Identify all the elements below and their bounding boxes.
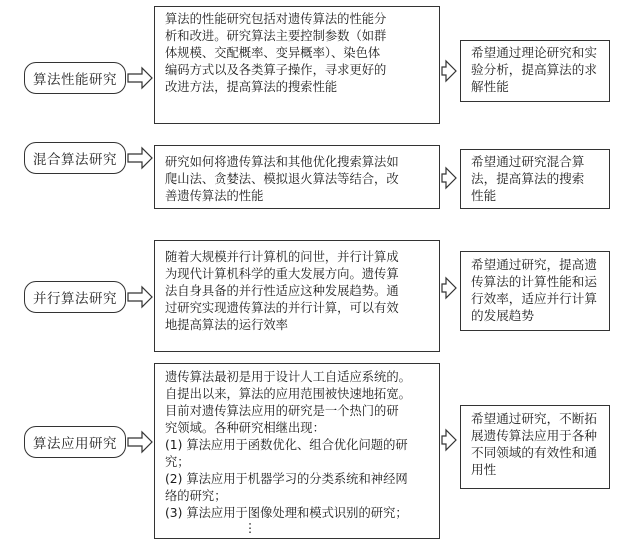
topic-label: 算法应用研究: [33, 436, 117, 452]
arrow-right-icon: [442, 61, 456, 81]
goal-line: 行效率，适应并行计算: [471, 291, 597, 306]
goal-line: 性能: [471, 188, 497, 203]
content-line: (3) 算法应用于图像处理和模式识别的研究；: [165, 506, 408, 520]
topic-label: 并行算法研究: [33, 291, 117, 307]
content-line: 自提出以来，算法的应用范围被快速地拓宽。: [165, 387, 411, 401]
goal-line: 希望通过研究，提高遗: [471, 257, 597, 272]
arrow-right-icon: [442, 430, 456, 450]
arrow-right-icon: [128, 68, 152, 88]
goal-line: 法，提高算法的搜索: [471, 171, 585, 186]
content-line: ⋮: [243, 521, 257, 535]
content-line: (2) 算法应用于机器学习的分类系统和神经网: [165, 472, 408, 486]
content-line: 改进方法，提高算法的搜索性能: [165, 80, 338, 94]
goal-line: 的发展趋势: [471, 308, 534, 323]
content-line: 法自身具备的并行性适应这种发展趋势。通: [165, 284, 399, 298]
content-line: 过研究实现遗传算法的并行计算，可以有效: [165, 301, 399, 315]
content-line: 究；: [165, 455, 190, 469]
content-line: 地提高算法的运行效率: [165, 318, 288, 332]
goal-line: 展遗传算法应用于各种: [471, 428, 597, 443]
content-line: 算法的性能研究包括对遗传算法的性能分: [165, 12, 387, 26]
content-line: (1) 算法应用于函数优化、组合优化问题的研: [165, 438, 408, 452]
arrow-right-icon: [442, 168, 456, 188]
arrow-right-icon: [128, 287, 152, 307]
content-line: 体规模、交配概率、变异概率）、染色体: [165, 46, 381, 60]
goal-line: 解性能: [471, 79, 509, 94]
content-line: 目前对遗传算法应用的研究是一个热门的研: [165, 404, 399, 418]
content-line: 究领域。各种研究相继出现：: [165, 421, 325, 435]
topic-label: 混合算法研究: [33, 152, 117, 168]
arrow-right-icon: [128, 432, 152, 452]
goal-line: 不同领域的有效性和通: [471, 445, 597, 460]
goal-line: 希望通过理论研究和实: [471, 45, 597, 60]
goal-line: 希望通过研究混合算: [471, 154, 585, 169]
content-line: 随着大规模并行计算机的问世，并行计算成: [165, 250, 399, 264]
goal-line: 验分析，提高算法的求: [471, 62, 597, 77]
content-line: 研究如何将遗传算法和其他优化搜索算法如: [165, 155, 399, 169]
goal-line: 传算法的计算性能和运: [471, 274, 597, 289]
content-line: 络的研究；: [165, 489, 227, 503]
content-line: 编码方式以及各类算子操作，寻求更好的: [165, 63, 387, 77]
goal-line: 希望通过研究，不断拓: [471, 411, 597, 426]
arrow-right-icon: [128, 148, 152, 168]
content-line: 善遗传算法的性能: [165, 189, 264, 203]
goal-line: 用性: [471, 462, 497, 477]
arrow-right-icon: [442, 278, 456, 298]
content-line: 爬山法、贪婪法、模拟退火算法等结合，改: [165, 172, 399, 186]
content-line: 为现代计算机科学的重大发展方向。遗传算: [165, 267, 399, 281]
topic-label: 算法性能研究: [33, 72, 117, 88]
content-line: 遗传算法最初是用于设计人工自适应系统的。: [165, 370, 411, 384]
content-line: 析和改进。研究算法主要控制参数（如群: [165, 29, 387, 43]
